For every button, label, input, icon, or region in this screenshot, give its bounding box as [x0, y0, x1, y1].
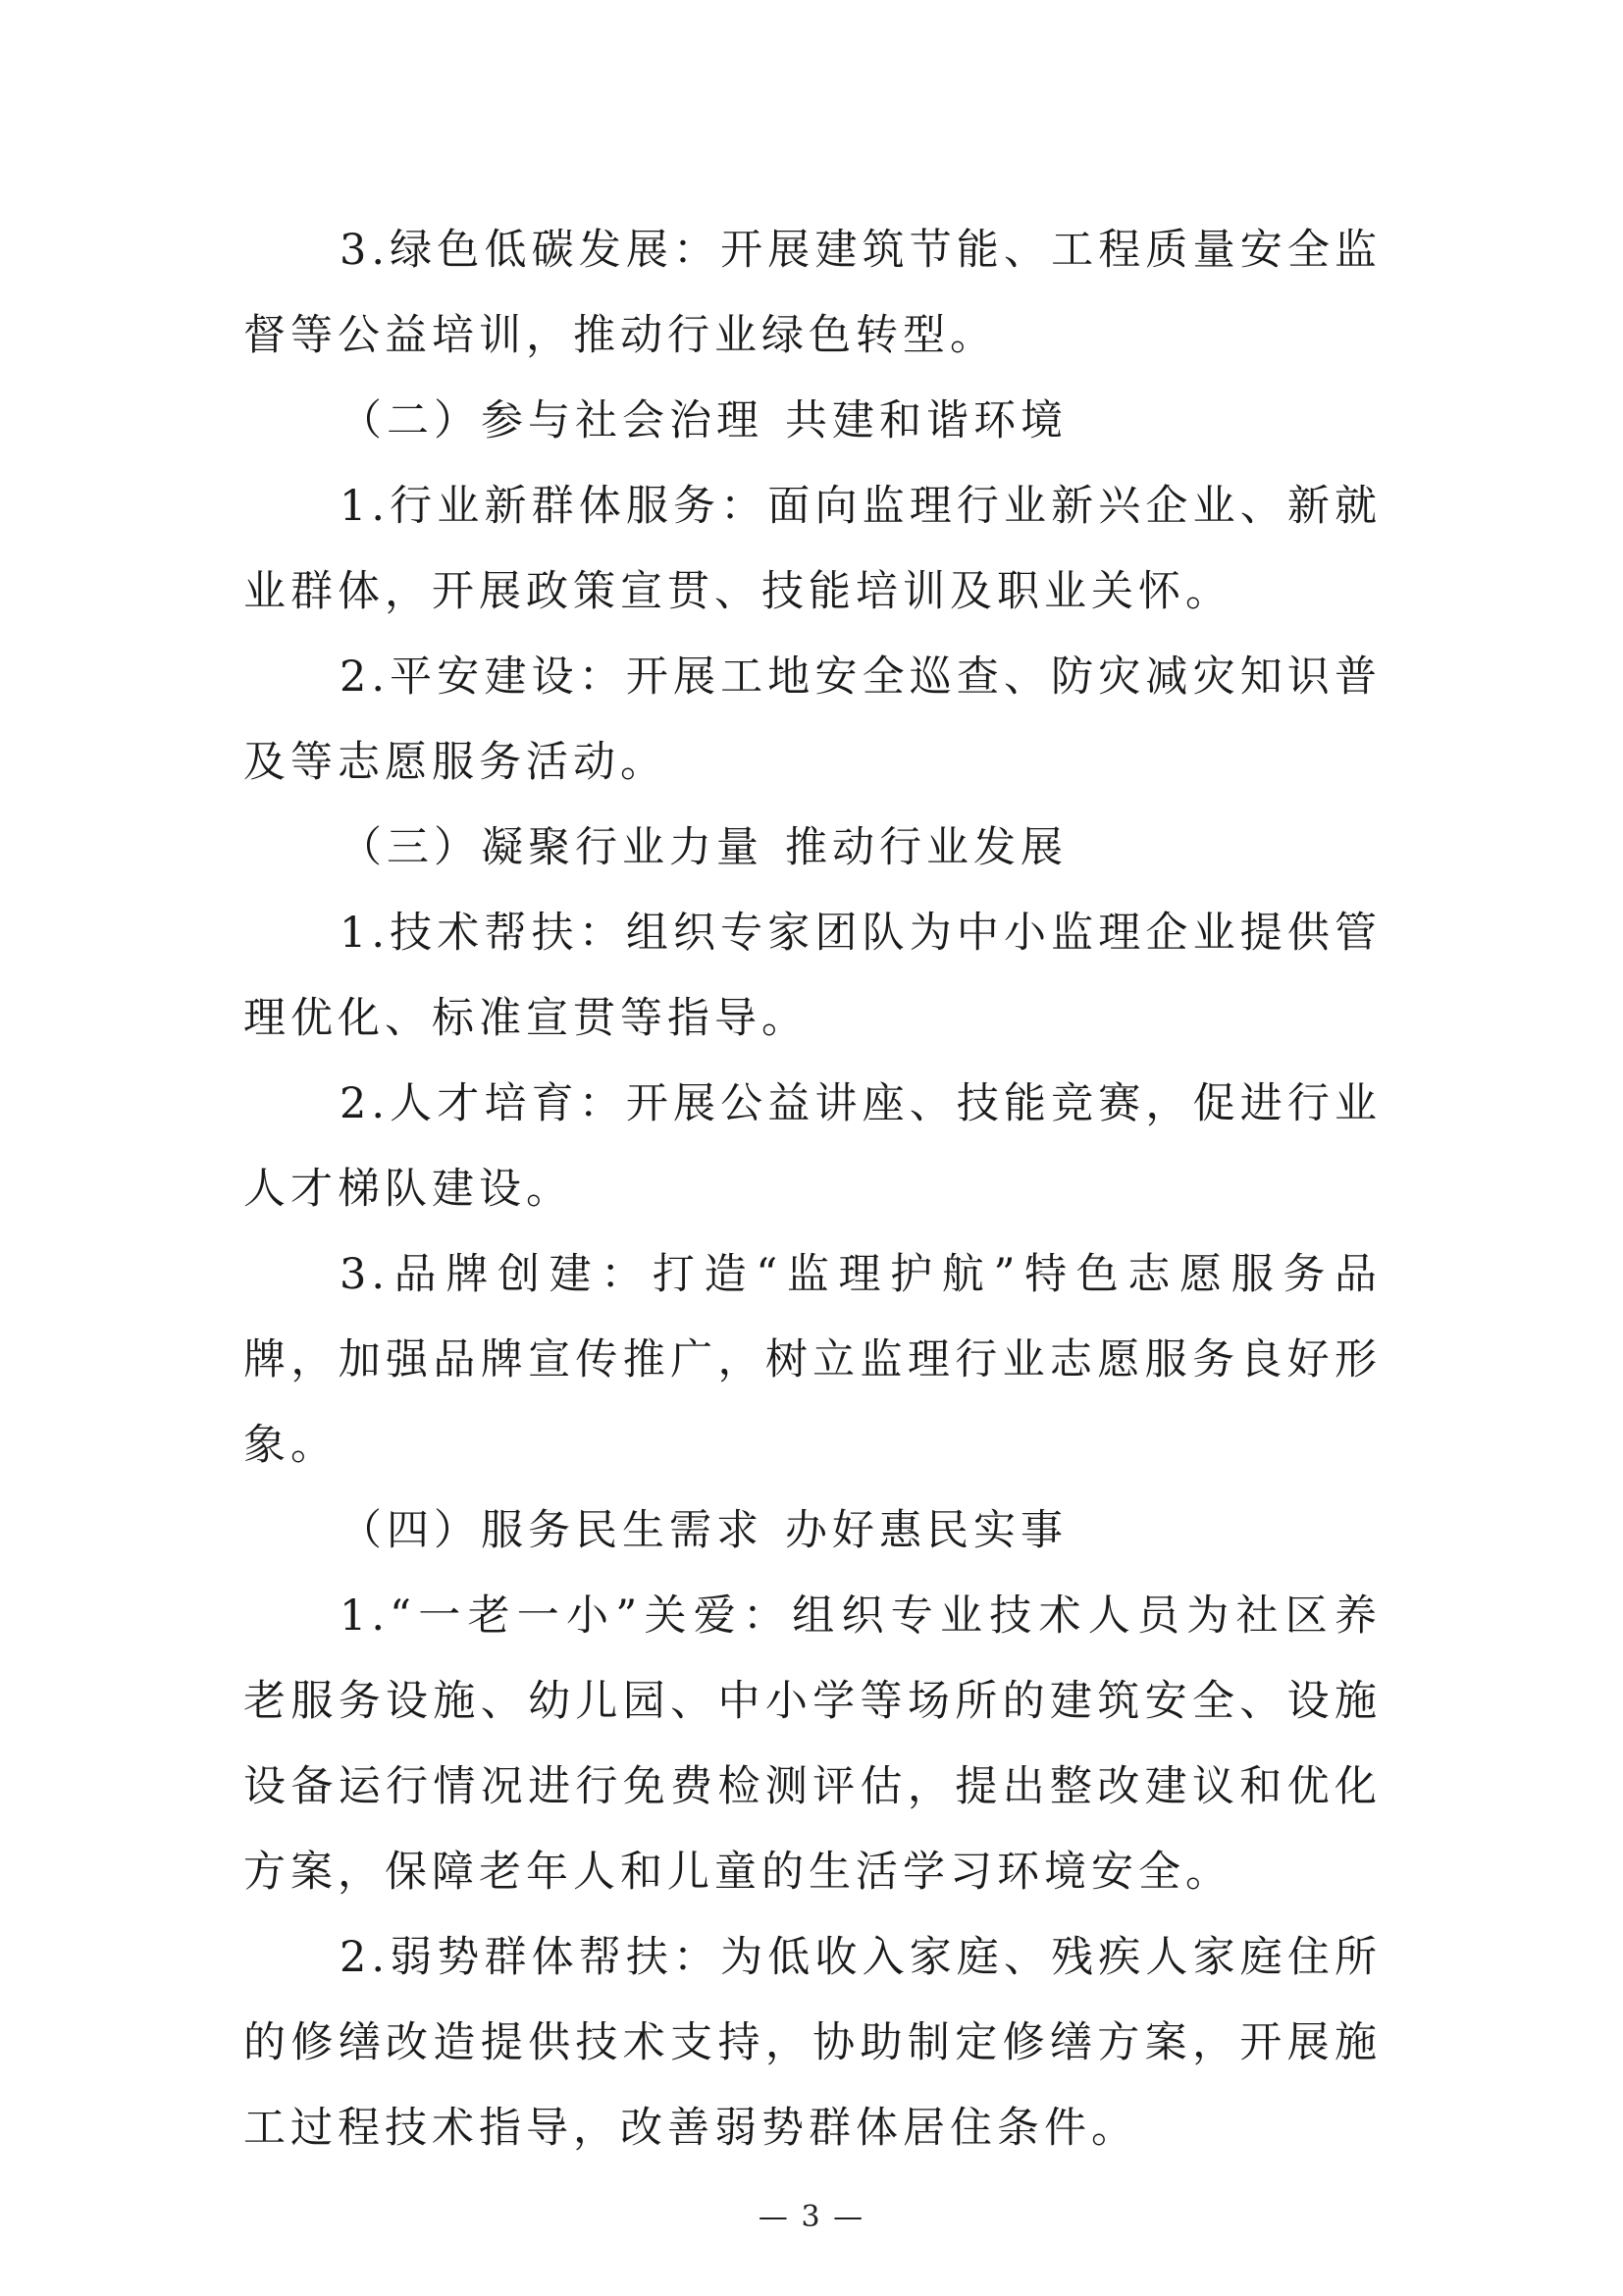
- section-heading-2-part2: 共建和谐环境: [785, 396, 1068, 445]
- paragraph-safety-construction: 2.平安建设：开展工地安全巡查、防灾减灾知识普及等志愿服务活动。: [243, 652, 1382, 787]
- page-number: — 3 —: [758, 2200, 865, 2234]
- paragraph-new-groups-service: 1.行业新群体服务：面向监理行业新兴企业、新就业群体，开展政策宣贯、技能培训及职业关怀。: [243, 482, 1382, 616]
- section-heading-3-part1: （三）凝聚行业力量: [340, 823, 763, 872]
- section-heading-3: [243, 806, 1382, 891]
- document-body: [243, 208, 1382, 2171]
- paragraph-technical-support: 1.技术帮扶：组织专家团队为中小监理企业提供管理优化、标准宣贯等指导。: [243, 909, 1382, 1043]
- section-heading-4: [243, 1488, 1382, 1574]
- section-heading-2: [243, 379, 1382, 464]
- section-heading-4-part2: 办好惠民实事: [785, 1506, 1068, 1555]
- section-heading-4-part1: （四）服务民生需求: [340, 1506, 763, 1555]
- section-heading-2-part1: （二）参与社会治理: [340, 396, 763, 445]
- paragraph-talent-cultivation: 2.人才培育：开展公益讲座、技能竞赛，促进行业人才梯队建设。: [243, 1079, 1382, 1214]
- paragraph-brand-building: 3.品牌创建：打造“监理护航”特色志愿服务品牌，加强品牌宣传推广，树立监理行业志愿服务良好形象。: [243, 1250, 1382, 1470]
- paragraph-green-low-carbon: 3.绿色低碳发展：开展建筑节能、工程质量安全监督等公益培训，推动行业绿色转型。: [243, 226, 1382, 360]
- section-heading-3-part2: 推动行业发展: [785, 823, 1068, 872]
- paragraph-elderly-children-care: 1.“一老一小”关爱：组织专业技术人员为社区养老服务设施、幼儿园、中小学等场所的建筑安全、设施设备运行情况进行免费检测评估，提出整改建议和优化方案，保障老年人和儿童的生活学习环境安全。: [243, 1592, 1382, 1897]
- paragraph-vulnerable-groups-support: 2.弱势群体帮扶：为低收入家庭、残疾人家庭住所的修缮改造提供技术支持，协助制定修缮方案，开展施工过程技术指导，改善弱势群体居住条件。: [243, 1933, 1382, 2153]
